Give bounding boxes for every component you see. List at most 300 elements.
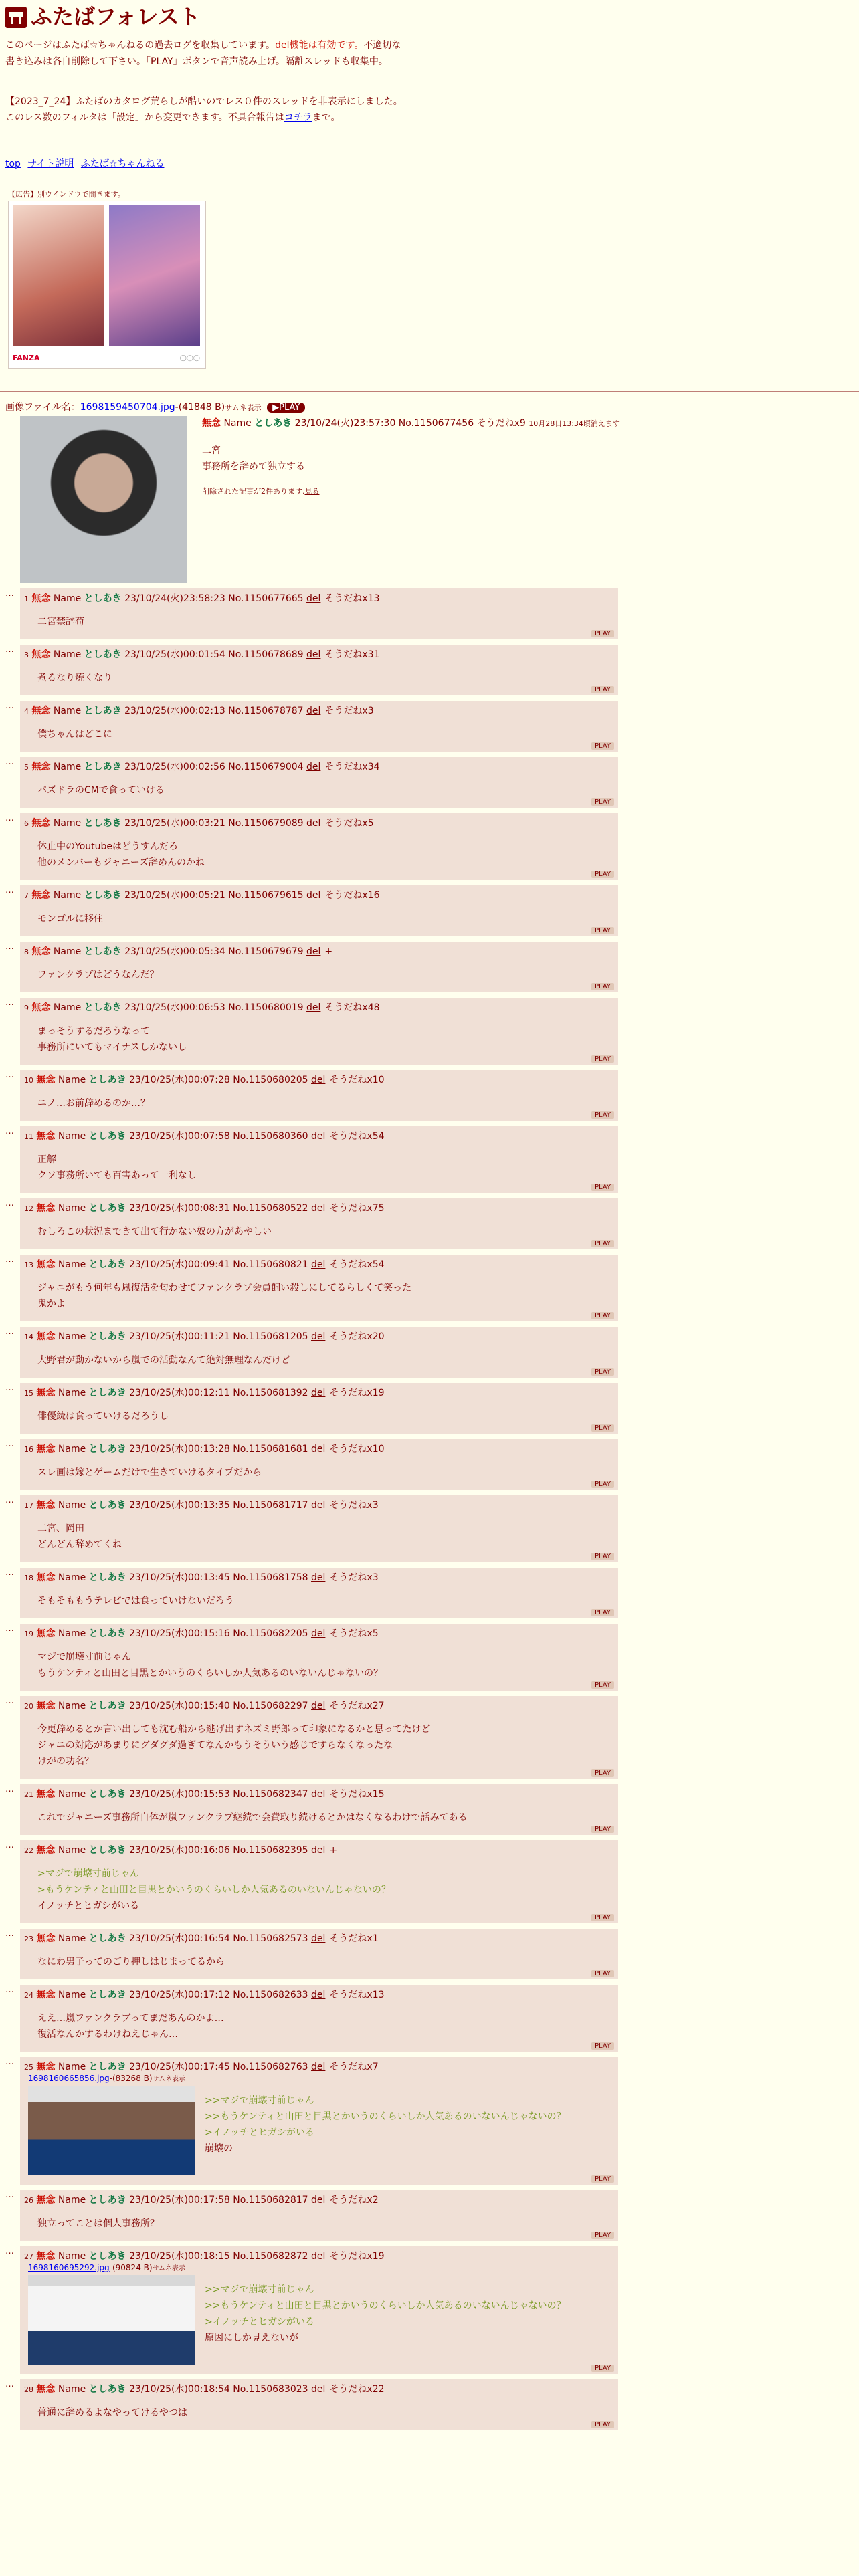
reply-text bbox=[37, 1593, 614, 1609]
play-button[interactable]: PLAY bbox=[591, 1681, 614, 1689]
del-link[interactable]: del bbox=[311, 1388, 326, 1398]
text-line: 他のメンバーもジャニーズ辞めんのかね bbox=[37, 857, 205, 868]
reply-datetime: 23/10/25(水)00:12:11 No.1150681392 bbox=[129, 1388, 308, 1398]
text-line: 僕ちゃんはどこに bbox=[37, 729, 112, 740]
play-button[interactable]: PLAY bbox=[591, 2175, 614, 2183]
reply-name: としあき bbox=[88, 2251, 126, 2262]
play-button[interactable]: PLAY bbox=[591, 1609, 614, 1616]
reply-file-size: -(83268 B) bbox=[109, 2074, 153, 2083]
op-play-button[interactable] bbox=[267, 403, 305, 413]
text-line: 俳優続は食っていけるだろうし bbox=[37, 1411, 169, 1422]
sodane-button[interactable]: そうだねx54 bbox=[329, 1131, 385, 1142]
reply-header bbox=[24, 760, 614, 773]
intro-text: このページはふたば☆ちゃんねるの過去ログを収集しています。 bbox=[5, 40, 276, 51]
reply-header bbox=[24, 1257, 614, 1271]
reply-post bbox=[5, 1624, 618, 1691]
nav-links bbox=[5, 156, 168, 170]
play-button[interactable]: PLAY bbox=[591, 1368, 614, 1376]
reply-thumb-label: サムネ表示 bbox=[152, 2265, 186, 2272]
reply-image[interactable] bbox=[28, 2275, 195, 2365]
sodane-button[interactable]: そうだねx13 bbox=[324, 593, 380, 604]
reply-datetime: 23/10/25(水)00:15:16 No.1150682205 bbox=[129, 1628, 308, 1639]
op-sodane[interactable]: そうだねx9 bbox=[476, 418, 526, 429]
reply-name: としあき bbox=[88, 2062, 126, 2072]
reply-post bbox=[5, 1383, 618, 1434]
sodane-button[interactable]: そうだねx16 bbox=[324, 890, 380, 901]
reply-text bbox=[37, 782, 614, 798]
del-link[interactable]: del bbox=[311, 1331, 326, 1342]
reply-name: としあき bbox=[88, 1500, 126, 1511]
sodane-button[interactable]: そうだねx3 bbox=[329, 1572, 379, 1583]
text-line: イノッチとヒガシがいる bbox=[37, 1901, 140, 1911]
reply-play bbox=[24, 871, 614, 879]
quote-line: >>マジで崩壊寸前じゃん bbox=[205, 2095, 314, 2106]
reply-post bbox=[5, 1126, 618, 1193]
reply-title: 無念 bbox=[36, 1500, 56, 1511]
del-link[interactable]: del bbox=[311, 1990, 326, 2000]
reply-text bbox=[205, 2282, 614, 2346]
reply-name-label: Name bbox=[58, 1933, 86, 1944]
reply-play bbox=[24, 1424, 614, 1432]
reply-box bbox=[20, 1985, 618, 2052]
play-button[interactable]: PLAY bbox=[591, 2421, 614, 2428]
reply-marker-icon: … bbox=[5, 2379, 14, 2389]
play-button[interactable]: PLAY bbox=[591, 1240, 614, 1247]
del-link[interactable]: del bbox=[311, 1933, 326, 1944]
del-link[interactable]: del bbox=[311, 1203, 326, 1214]
sodane-button[interactable]: そうだねx20 bbox=[329, 1331, 385, 1342]
reply-name-label: Name bbox=[58, 1259, 86, 1270]
reply-post bbox=[5, 885, 618, 936]
reply-header bbox=[24, 1843, 614, 1856]
reply-name: としあき bbox=[84, 762, 122, 772]
sodane-button[interactable]: + bbox=[324, 946, 333, 957]
reply-post bbox=[5, 588, 618, 639]
reply-post bbox=[5, 1929, 618, 1979]
reply-number: 26 bbox=[24, 2196, 33, 2205]
reply-datetime: 23/10/25(水)00:02:56 No.1150679004 bbox=[124, 762, 304, 772]
del-link[interactable]: del bbox=[306, 706, 321, 716]
quote-line: >イノッチとヒガシがいる bbox=[205, 2127, 314, 2138]
reply-name-label: Name bbox=[53, 890, 82, 901]
sodane-button[interactable]: そうだねx75 bbox=[329, 1203, 385, 1214]
reply-title: 無念 bbox=[36, 1259, 56, 1270]
reply-number: 11 bbox=[24, 1132, 33, 1141]
reply-file-size: -(90824 B) bbox=[109, 2263, 153, 2272]
play-button[interactable]: PLAY bbox=[591, 1970, 614, 1977]
reply-marker-icon: … bbox=[5, 701, 14, 711]
sodane-button[interactable]: そうだねx2 bbox=[329, 2195, 379, 2206]
reply-post bbox=[5, 813, 618, 880]
reply-play bbox=[24, 1312, 614, 1320]
reply-play bbox=[24, 2042, 614, 2050]
play-button[interactable]: PLAY bbox=[591, 1769, 614, 1777]
show-deleted-link[interactable]: 見る bbox=[304, 487, 320, 496]
reply-title: 無念 bbox=[36, 1789, 56, 1800]
reply-post bbox=[5, 2246, 618, 2374]
reply-number: 17 bbox=[24, 1501, 33, 1510]
reply-name-label: Name bbox=[58, 2062, 86, 2072]
reply-post bbox=[5, 701, 618, 752]
sodane-button[interactable]: そうだねx10 bbox=[329, 1075, 385, 1085]
play-button[interactable]: PLAY bbox=[591, 686, 614, 693]
reply-marker-icon: … bbox=[5, 2190, 14, 2200]
del-link[interactable]: del bbox=[311, 2251, 326, 2262]
reply-play bbox=[24, 1184, 614, 1192]
reply-title: 無念 bbox=[31, 1002, 51, 1013]
reply-text bbox=[37, 1649, 614, 1681]
intro-del-notice: del機能は有効です。 bbox=[275, 40, 364, 51]
reply-name-label: Name bbox=[58, 1131, 86, 1142]
site-notice bbox=[5, 94, 407, 126]
del-link[interactable]: del bbox=[306, 649, 321, 660]
reply-header bbox=[24, 591, 614, 605]
text-line: 正解 bbox=[37, 1154, 56, 1165]
reply-datetime: 23/10/25(水)00:15:40 No.1150682297 bbox=[129, 1701, 308, 1711]
text-line: 鬼かよ bbox=[37, 1299, 66, 1309]
text-line: 煮るなり焼くなり bbox=[37, 673, 112, 683]
text-line: 事務所にいてもマイナスしかないし bbox=[37, 1042, 187, 1053]
reply-title: 無念 bbox=[36, 1572, 56, 1583]
reply-number: 19 bbox=[24, 1630, 33, 1638]
reply-name: としあき bbox=[88, 1845, 126, 1856]
reply-name: としあき bbox=[88, 1444, 126, 1455]
play-button[interactable]: PLAY bbox=[591, 2232, 614, 2239]
text-line: 普通に辞めるよなやってけるやつは bbox=[37, 2407, 187, 2418]
reply-text bbox=[37, 1224, 614, 1240]
nav-futaba-link[interactable]: ふたば☆ちゃんねる bbox=[80, 158, 165, 169]
reply-datetime: 23/10/25(水)00:13:45 No.1150681758 bbox=[129, 1572, 308, 1583]
reply-marker-icon: … bbox=[5, 1929, 14, 1939]
reply-number: 12 bbox=[24, 1204, 33, 1213]
del-link[interactable]: del bbox=[311, 2384, 326, 2395]
sodane-button[interactable]: そうだねx31 bbox=[324, 649, 380, 660]
play-button[interactable]: PLAY bbox=[591, 871, 614, 878]
reply-title: 無念 bbox=[31, 649, 51, 660]
quote-line: >>マジで崩壊寸前じゃん bbox=[205, 2284, 314, 2295]
reply-play bbox=[24, 686, 614, 694]
del-link[interactable]: del bbox=[306, 1002, 321, 1013]
play-button[interactable]: PLAY bbox=[591, 2042, 614, 2050]
text-line: そもそももうテレビでは食っていけないだろう bbox=[37, 1596, 234, 1606]
sodane-button[interactable]: そうだねx5 bbox=[324, 818, 374, 829]
reply-box bbox=[20, 1327, 618, 1378]
reply-datetime: 23/10/25(水)00:13:28 No.1150681681 bbox=[129, 1444, 308, 1455]
reply-name-label: Name bbox=[58, 1500, 86, 1511]
sodane-button[interactable]: そうだねx1 bbox=[329, 1933, 379, 1944]
reply-datetime: 23/10/25(水)00:01:54 No.1150678689 bbox=[124, 649, 304, 660]
reply-name: としあき bbox=[88, 1131, 126, 1142]
reply-text bbox=[37, 726, 614, 742]
reply-post bbox=[5, 1696, 618, 1779]
op-file-link[interactable]: 1698159450704.jpg bbox=[80, 402, 175, 413]
ad-banner[interactable] bbox=[8, 201, 206, 369]
del-link[interactable]: del bbox=[311, 1444, 326, 1455]
reply-title: 無念 bbox=[31, 818, 51, 829]
sodane-button[interactable]: そうだねx19 bbox=[329, 1388, 385, 1398]
quote-line: >マジで崩壊寸前じゃん bbox=[37, 1868, 139, 1879]
del-link[interactable]: del bbox=[306, 762, 321, 772]
reply-post bbox=[5, 942, 618, 992]
reply-marker-icon: … bbox=[5, 2057, 14, 2067]
play-button[interactable]: PLAY bbox=[591, 1312, 614, 1319]
reply-number: 3 bbox=[24, 651, 29, 659]
reply-post bbox=[5, 1985, 618, 2052]
del-link[interactable]: del bbox=[311, 1628, 326, 1639]
reply-play bbox=[24, 1111, 614, 1119]
reply-text bbox=[37, 1352, 614, 1368]
reply-text bbox=[37, 1866, 614, 1914]
reply-number: 16 bbox=[24, 1445, 33, 1454]
site-logo-icon bbox=[5, 7, 27, 28]
reply-datetime: 23/10/25(水)00:13:35 No.1150681717 bbox=[129, 1500, 308, 1511]
reply-text bbox=[37, 2010, 614, 2042]
sodane-button[interactable]: そうだねx3 bbox=[324, 706, 374, 716]
reply-box bbox=[20, 1495, 618, 1562]
report-link[interactable]: コチラ bbox=[284, 112, 312, 123]
reply-box bbox=[20, 645, 618, 695]
reply-name-label: Name bbox=[58, 1331, 86, 1342]
file-label: 画像ファイル名： bbox=[5, 402, 80, 413]
sodane-button[interactable]: そうだねx19 bbox=[329, 2251, 385, 2262]
del-link[interactable]: del bbox=[311, 1500, 326, 1511]
reply-title: 無念 bbox=[36, 2384, 56, 2395]
reply-marker-icon: … bbox=[5, 813, 14, 823]
reply-header bbox=[24, 2193, 614, 2206]
sodane-button[interactable]: そうだねx27 bbox=[329, 1701, 385, 1711]
reply-name-label: Name bbox=[53, 818, 82, 829]
text-line: けがの功名？ bbox=[37, 1756, 94, 1767]
reply-header bbox=[24, 1931, 614, 1945]
del-link[interactable]: del bbox=[311, 1259, 326, 1270]
reply-file-info bbox=[28, 2262, 614, 2272]
reply-name-label: Name bbox=[58, 2251, 86, 2262]
play-button[interactable]: PLAY bbox=[591, 1481, 614, 1488]
play-button[interactable]: PLAY bbox=[591, 630, 614, 637]
reply-number: 8 bbox=[24, 948, 29, 956]
reply-text bbox=[37, 1810, 614, 1826]
reply-marker-icon: … bbox=[5, 1840, 14, 1850]
reply-box bbox=[20, 1568, 618, 1618]
divider bbox=[0, 391, 859, 392]
play-button[interactable]: PLAY bbox=[591, 927, 614, 934]
reply-number: 14 bbox=[24, 1333, 33, 1341]
del-link[interactable]: del bbox=[311, 2062, 326, 2072]
reply-post bbox=[5, 1070, 618, 1121]
reply-text bbox=[37, 1721, 614, 1769]
reply-header bbox=[24, 1570, 614, 1584]
reply-post bbox=[5, 2057, 618, 2185]
reply-number: 18 bbox=[24, 1574, 33, 1582]
reply-box bbox=[20, 2379, 618, 2430]
reply-box bbox=[20, 942, 618, 992]
nav-top-link[interactable]: top bbox=[5, 158, 21, 169]
reply-title: 無念 bbox=[31, 890, 51, 901]
reply-name-label: Name bbox=[58, 2195, 86, 2206]
reply-box bbox=[20, 1624, 618, 1691]
play-button[interactable]: PLAY bbox=[591, 742, 614, 750]
reply-datetime: 23/10/25(水)00:17:45 No.1150682763 bbox=[129, 2062, 308, 2072]
play-button[interactable]: PLAY bbox=[591, 1914, 614, 1921]
reply-title: 無念 bbox=[31, 946, 51, 957]
reply-header bbox=[24, 1498, 614, 1511]
play-button[interactable]: PLAY bbox=[591, 2365, 614, 2372]
ad-brand: FANZA bbox=[13, 354, 40, 362]
reply-text bbox=[37, 1465, 614, 1481]
reply-name: としあき bbox=[84, 890, 122, 901]
reply-box bbox=[20, 701, 618, 752]
reply-header bbox=[24, 1699, 614, 1712]
sodane-button[interactable]: そうだねx10 bbox=[329, 1444, 385, 1455]
reply-box bbox=[20, 1784, 618, 1835]
reply-name-label: Name bbox=[58, 1789, 86, 1800]
del-link[interactable]: del bbox=[306, 946, 321, 957]
text-line: まっそうするだろうなって bbox=[37, 1026, 150, 1037]
quote-line: >もうケンティと山田と目黒とかいうのくらいしか人気あるのいないんじゃないの？ bbox=[37, 1885, 391, 1895]
reply-play bbox=[24, 2232, 614, 2240]
op-file-info bbox=[5, 400, 305, 413]
reply-number: 27 bbox=[24, 2252, 33, 2261]
reply-text bbox=[37, 839, 614, 871]
reply-marker-icon: … bbox=[5, 1126, 14, 1136]
sodane-button[interactable]: そうだねx5 bbox=[329, 1628, 379, 1639]
play-button[interactable]: PLAY bbox=[591, 983, 614, 990]
reply-name-label: Name bbox=[58, 1572, 86, 1583]
sodane-button[interactable]: そうだねx48 bbox=[324, 1002, 380, 1013]
ad-image-2[interactable] bbox=[109, 205, 200, 346]
sodane-button[interactable]: そうだねx34 bbox=[324, 762, 380, 772]
sodane-button[interactable]: そうだねx54 bbox=[329, 1259, 385, 1270]
del-link[interactable]: del bbox=[311, 1845, 326, 1856]
reply-header bbox=[24, 1329, 614, 1343]
text-line: モンゴルに移住 bbox=[37, 914, 103, 924]
reply-name: としあき bbox=[88, 1789, 126, 1800]
nav-about-link[interactable]: サイト説明 bbox=[27, 158, 74, 169]
sodane-button[interactable]: そうだねx22 bbox=[329, 2384, 385, 2395]
reply-play bbox=[24, 1681, 614, 1689]
reply-name: としあき bbox=[84, 706, 122, 716]
text-line: 大野君が動かないから嵐での活動なんて絶対無理なんだけど bbox=[37, 1355, 290, 1366]
reply-datetime: 23/10/25(水)00:05:21 No.1150679615 bbox=[124, 890, 304, 901]
reply-header bbox=[24, 1000, 614, 1014]
play-icon: ▶ bbox=[272, 403, 280, 413]
reply-header bbox=[24, 816, 614, 829]
reply-text bbox=[37, 967, 614, 983]
reply-name: としあき bbox=[88, 1933, 126, 1944]
reply-text bbox=[37, 911, 614, 927]
reply-number: 25 bbox=[24, 2063, 33, 2072]
reply-text bbox=[37, 1954, 614, 1970]
play-button[interactable]: PLAY bbox=[591, 1424, 614, 1432]
play-button[interactable]: PLAY bbox=[591, 1184, 614, 1191]
del-link[interactable]: del bbox=[311, 1701, 326, 1711]
sodane-button[interactable]: そうだねx7 bbox=[329, 2062, 379, 2072]
text-line: マジで崩壊寸前じゃん bbox=[37, 1652, 131, 1662]
reply-title: 無念 bbox=[36, 1203, 56, 1214]
sodane-button[interactable]: そうだねx3 bbox=[329, 1500, 379, 1511]
reply-datetime: 23/10/25(水)00:11:21 No.1150681205 bbox=[129, 1331, 308, 1342]
reply-marker-icon: … bbox=[5, 1784, 14, 1794]
reply-play bbox=[24, 2365, 614, 2373]
reply-number: 23 bbox=[24, 1935, 33, 1943]
reply-file-link[interactable]: 1698160695292.jpg bbox=[28, 2263, 110, 2272]
del-link[interactable]: del bbox=[306, 818, 321, 829]
reply-text bbox=[37, 1521, 614, 1553]
sodane-button[interactable]: そうだねx15 bbox=[329, 1789, 385, 1800]
quote-line: >>もうケンティと山田と目黒とかいうのくらいしか人気あるのいないんじゃないの？ bbox=[205, 2111, 566, 2122]
reply-name-label: Name bbox=[58, 1990, 86, 2000]
reply-number: 5 bbox=[24, 763, 29, 772]
reply-title: 無念 bbox=[36, 2251, 56, 2262]
reply-number: 13 bbox=[24, 1261, 33, 1269]
reply-datetime: 23/10/25(水)00:05:34 No.1150679679 bbox=[124, 946, 304, 957]
reply-play bbox=[24, 1553, 614, 1561]
del-link[interactable]: del bbox=[311, 1789, 326, 1800]
text-line: 崩壊の bbox=[205, 2143, 233, 2154]
reply-header bbox=[24, 888, 614, 901]
site-title: ふたばフォレスト bbox=[31, 4, 201, 29]
op-thumbnail[interactable] bbox=[20, 416, 187, 583]
op-post bbox=[202, 416, 844, 496]
play-button[interactable]: PLAY bbox=[591, 1111, 614, 1119]
reply-image[interactable] bbox=[28, 2086, 195, 2175]
text-line: どんどん辞めてくね bbox=[37, 1539, 122, 1550]
sodane-button[interactable]: そうだねx13 bbox=[329, 1990, 385, 2000]
play-button[interactable]: PLAY bbox=[591, 1826, 614, 1833]
del-link[interactable]: del bbox=[311, 1131, 326, 1142]
ad-image[interactable] bbox=[13, 205, 104, 346]
del-link[interactable]: del bbox=[311, 1572, 326, 1583]
op-title: 無念 bbox=[202, 418, 221, 429]
reply-name: としあき bbox=[88, 1259, 126, 1270]
text-line: 原因にしか見えないが bbox=[205, 2333, 298, 2343]
reply-header bbox=[24, 1442, 614, 1455]
reply-number: 21 bbox=[24, 1790, 33, 1799]
play-button[interactable]: PLAY bbox=[591, 1553, 614, 1560]
reply-box bbox=[20, 1126, 618, 1193]
reply-name-label: Name bbox=[58, 2384, 86, 2395]
play-button[interactable]: PLAY bbox=[591, 798, 614, 806]
op-name-label: Name bbox=[223, 418, 252, 429]
reply-number: 20 bbox=[24, 1702, 33, 1711]
reply-header bbox=[24, 647, 614, 661]
play-button[interactable]: PLAY bbox=[591, 1055, 614, 1063]
reply-title: 無念 bbox=[36, 1628, 56, 1639]
reply-name-label: Name bbox=[53, 762, 82, 772]
sodane-button[interactable]: + bbox=[329, 1845, 338, 1856]
reply-header bbox=[24, 1787, 614, 1800]
del-link[interactable]: del bbox=[306, 593, 321, 604]
reply-name: としあき bbox=[88, 1701, 126, 1711]
reply-title: 無念 bbox=[36, 1444, 56, 1455]
del-link[interactable]: del bbox=[311, 1075, 326, 1085]
del-link[interactable]: del bbox=[311, 2195, 326, 2206]
reply-header bbox=[24, 1201, 614, 1214]
reply-datetime: 23/10/25(水)00:18:15 No.1150682872 bbox=[129, 2251, 308, 2262]
del-link[interactable]: del bbox=[306, 890, 321, 901]
text-line: 今更辞めるとか言い出しても沈む船から逃げ出すネズミ野郎って印象になるかと思ってたけど bbox=[37, 1724, 431, 1735]
reply-play bbox=[24, 1826, 614, 1834]
reply-title: 無念 bbox=[36, 2195, 56, 2206]
reply-number: 6 bbox=[24, 819, 29, 828]
reply-marker-icon: … bbox=[5, 1383, 14, 1393]
reply-header bbox=[24, 1386, 614, 1399]
reply-file-link[interactable]: 1698160665856.jpg bbox=[28, 2074, 110, 2083]
reply-box bbox=[20, 885, 618, 936]
reply-list bbox=[5, 588, 618, 2436]
reply-box bbox=[20, 1840, 618, 1923]
reply-play bbox=[24, 1609, 614, 1617]
